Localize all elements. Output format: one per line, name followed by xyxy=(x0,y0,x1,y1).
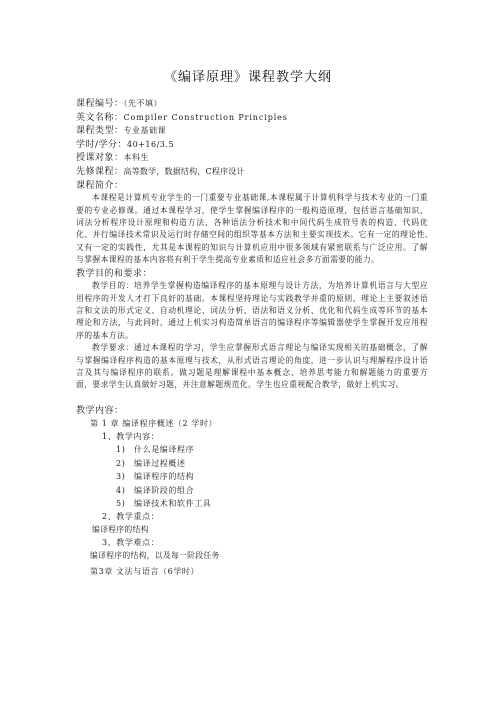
ch1-item xyxy=(116,457,428,470)
ch1-contents-label: 1、教学内容： xyxy=(102,432,160,442)
goals-purpose-paragraph: 教学目的：培养学生掌握构造编译程序的基本原理与设计方法，为培养计算机语言与大型应用程序的开发人才打下良好的基础。本课程坚持理论与实践教学并重的原则，理论上主要叙述语言和文法的形式定义、自动机理论、词法分析、语法和语义分析、优化和代码生成等环节的基本理论和方法，与此同时，通过上机实习构造简单语言的编译程序等编辑器使学生掌握开发应用程序的基本方法。 xyxy=(76,281,428,340)
document-body xyxy=(76,97,428,578)
goals-heading: 教学目的和要求： xyxy=(76,268,153,279)
ch1-item xyxy=(116,497,428,510)
field-english-name xyxy=(76,111,428,125)
section-spacer xyxy=(76,392,428,404)
item-number: 2) xyxy=(116,458,126,468)
item-number: 5) xyxy=(116,499,126,509)
field-label: 课程编号： xyxy=(76,99,124,109)
field-value: 40+16/3.5 xyxy=(127,139,175,149)
item-number: 3) xyxy=(116,472,126,482)
field-value: （先不填） xyxy=(123,99,163,108)
item-number: 1) xyxy=(116,445,126,455)
item-text: 编译过程概述 xyxy=(134,458,186,468)
chapter-1-heading: 第 1 章 编译程序概述（2 学时） xyxy=(90,419,218,429)
item-text: 编译程序的结构 xyxy=(134,472,195,482)
content-heading: 教学内容： xyxy=(76,405,124,416)
field-label: 学时/学分： xyxy=(76,139,128,150)
item-text: 什么是编译程序 xyxy=(134,445,195,455)
ch1-item xyxy=(116,470,428,483)
field-hours-credits xyxy=(76,138,428,152)
field-value: 高等数学，数据结构，C程序设计 xyxy=(123,166,245,176)
field-label: 课程类型： xyxy=(76,126,124,137)
field-value: Compiler Construction Principles xyxy=(123,112,288,122)
intro-paragraph: 本课程是计算机专业学生的一门重要专业基础课,本课程属于计算机科学与技术专业的一门重要的专业必修课。通过本课程学习，使学生掌握编译程序的一般构造原理，包括语言基础知识、词法分析程序设计原理和构造方法、各种语法分析技术和中间代码生成符号表的构造、代码优化、并行编译技术常识及运行时存储空间的组织等基本方法和主要实现技术。它有一定的理论性,又有一定的实践性，尤其是本课程的知识与计算机应用中很多领域有紧密联系与广泛应用。了解与掌握本课程的基本内容将有利于学生提高专业素质和适应社会多方面需要的能力。 xyxy=(76,193,428,265)
ch1-difficulty-label: 3、教学难点： xyxy=(102,538,160,548)
intro-heading: 课程简介： xyxy=(76,180,124,191)
ch1-difficulty-text: 编译程序的结构，以及每一阶段任务 xyxy=(90,551,220,561)
field-course-type xyxy=(76,124,428,138)
goals-requirement-paragraph: 教学要求：通过本课程的学习，学生应掌握形式语言理论与编译实现相关的基础概念，了解与掌握编译程序构造的基本原理与技术，从形式语言理论的角度，进一步认识与理解程序设计语言及其与编译程序的联系。做习题是理解课程中基本概念、培养思考能力和解题能力的重要方面，要求学生认真做好习题，并注意解题规范化。学生也应重视配合教学，做好上机实习。 xyxy=(76,343,428,390)
ch1-item xyxy=(116,443,428,456)
field-label: 授课对象： xyxy=(76,153,124,164)
item-text: 编译阶段的组合 xyxy=(134,485,195,495)
field-audience xyxy=(76,151,428,165)
ch1-key-text: 编译程序的结构 xyxy=(92,525,149,535)
item-text: 编译技术和软件工具 xyxy=(134,499,212,509)
field-value: 本科生 xyxy=(123,153,150,163)
document-title: 《编译原理》课程教学大纲 xyxy=(163,70,332,85)
field-course-code xyxy=(76,97,428,111)
field-label: 英文名称： xyxy=(76,112,124,123)
item-number: 4) xyxy=(116,485,126,495)
ch1-item xyxy=(116,484,428,497)
chapter-3-heading: 第3章 文法与语言（6学时） xyxy=(90,567,200,577)
field-value: 专业基础课 xyxy=(123,126,167,136)
field-label: 先修课程： xyxy=(76,166,124,177)
field-prerequisites xyxy=(76,165,428,179)
ch1-key-label: 2、教学重点： xyxy=(102,512,160,522)
